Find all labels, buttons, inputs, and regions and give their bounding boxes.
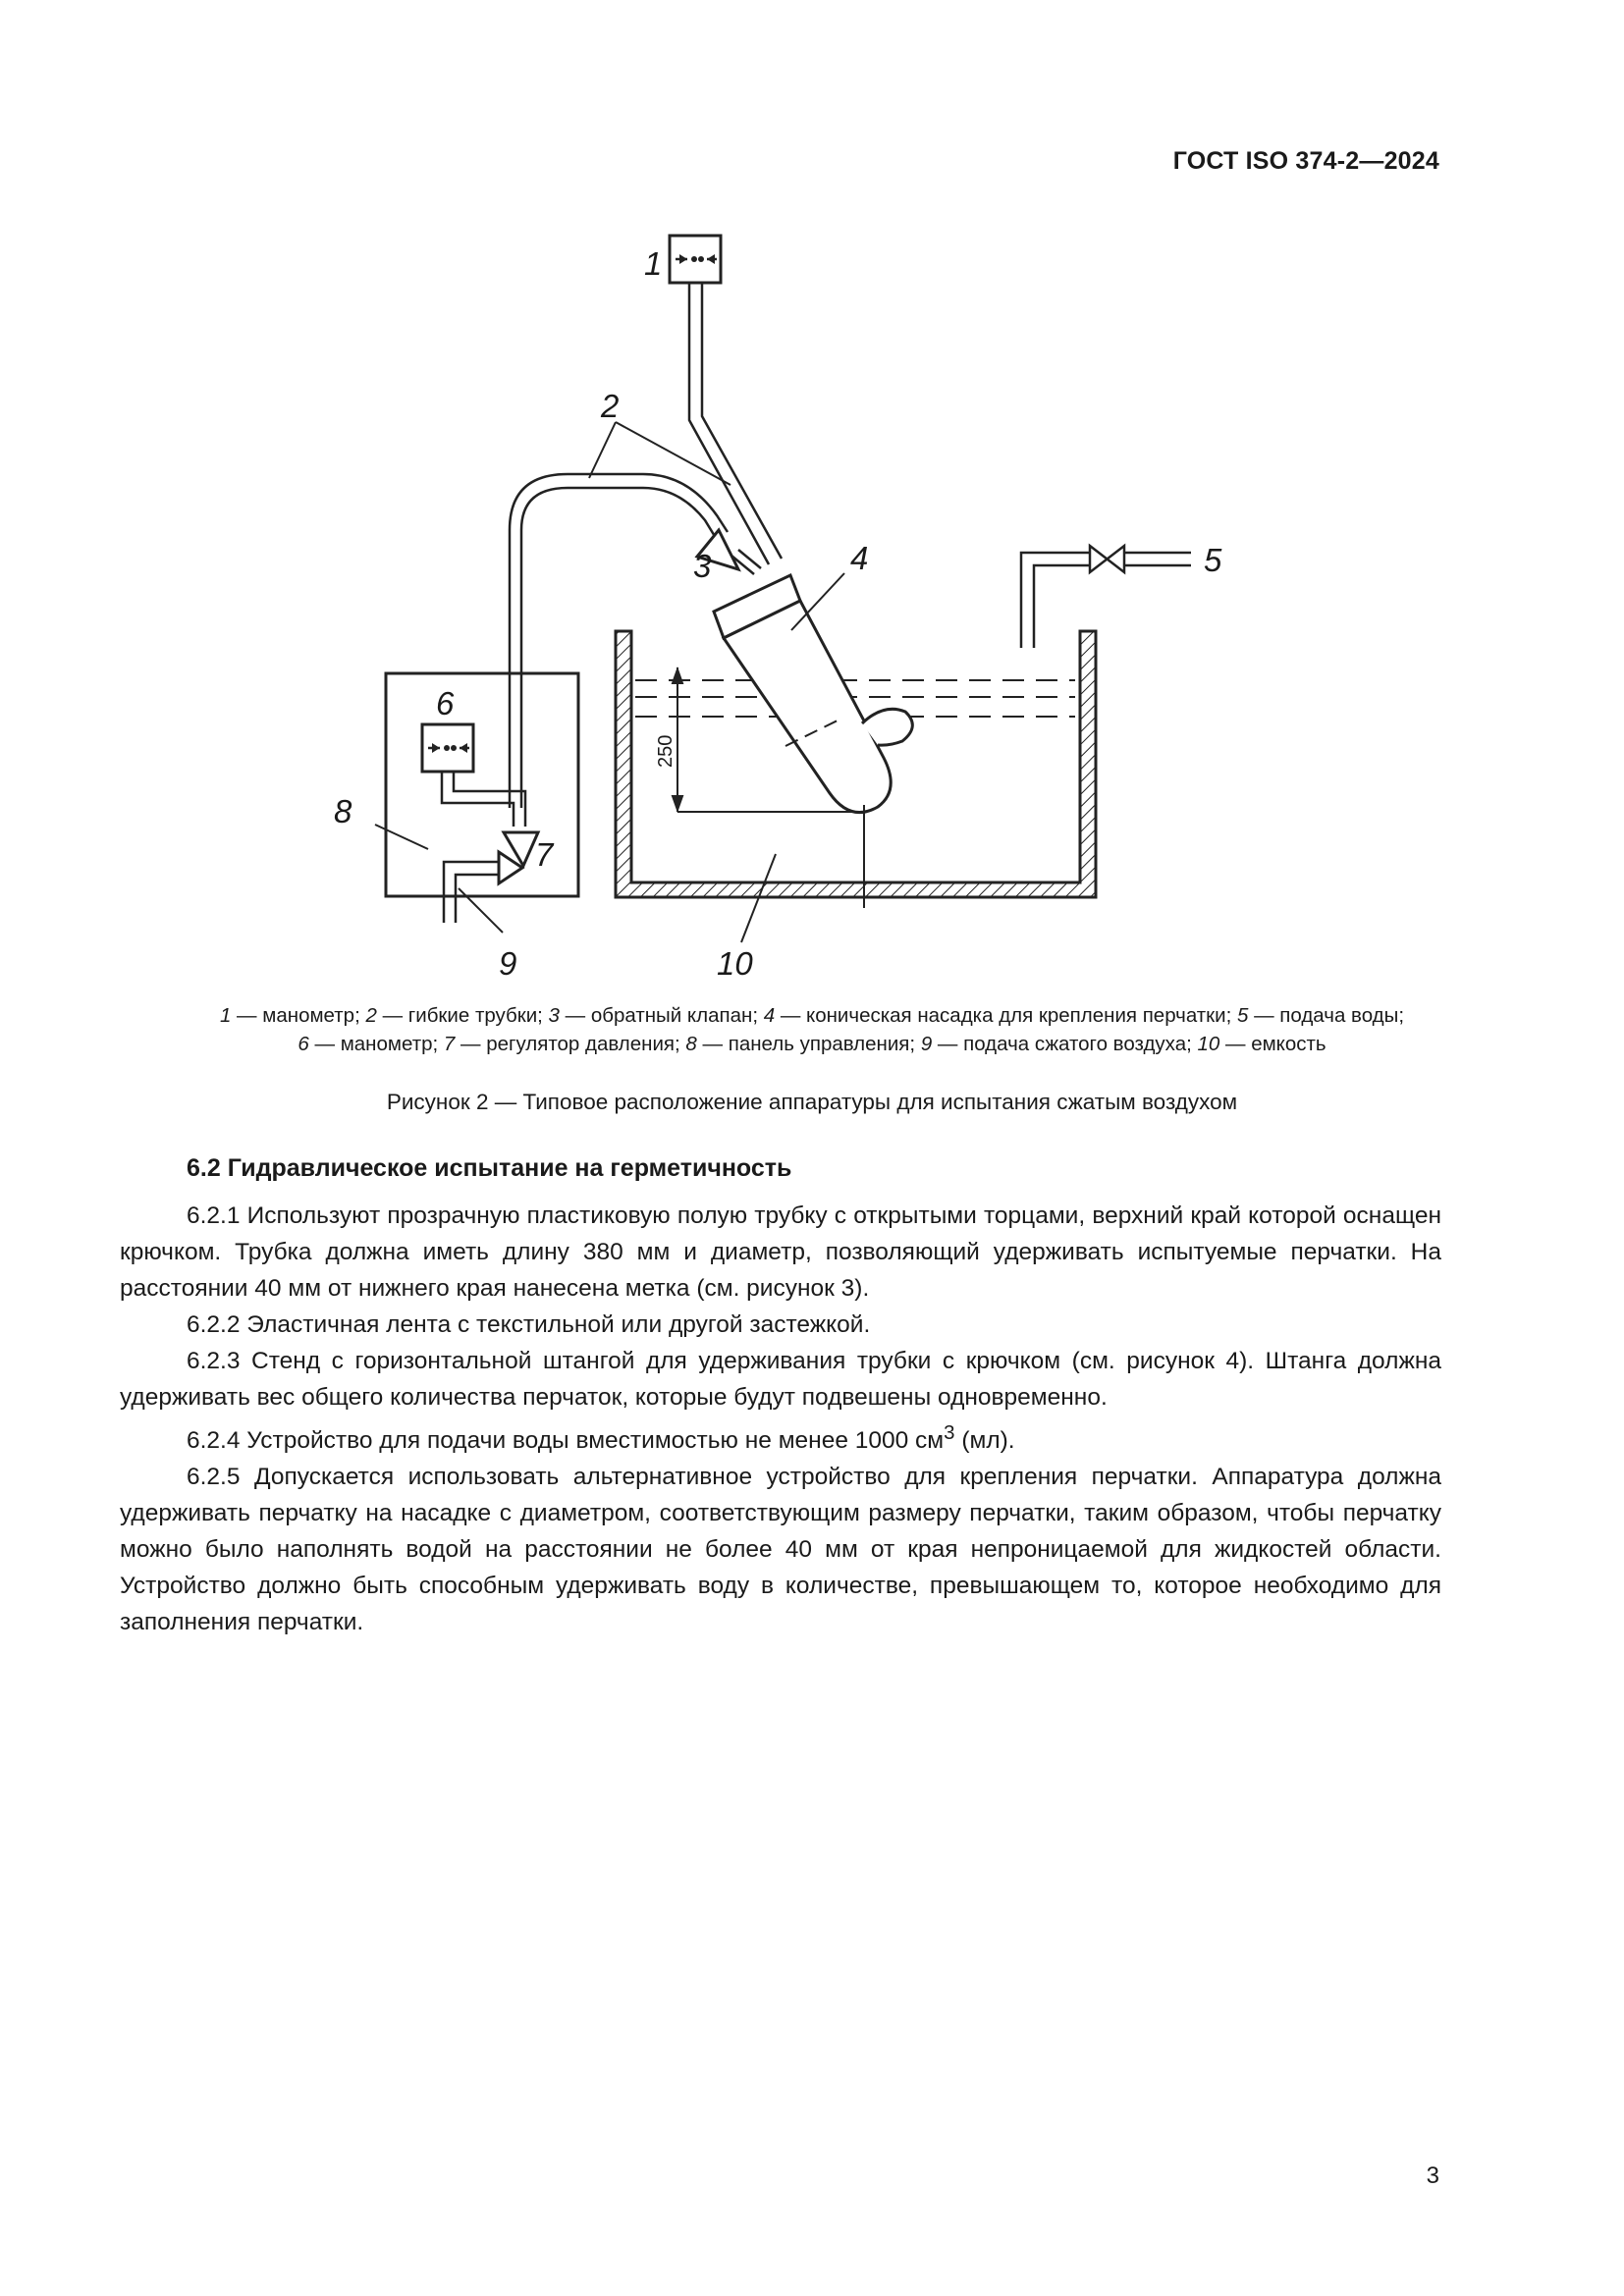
dimension-label: 250 xyxy=(655,734,677,768)
legend-text: — подача сжатого воздуха; xyxy=(932,1033,1198,1055)
legend-text: — манометр; xyxy=(231,1004,366,1027)
paragraph-6-2-3: 6.2.3 Стенд с горизонтальной штангой для удерживания трубки с крючком (см. рисунок 4). Штанга должна удерживать вес общего количества перчаток, которые будут подвешены одновременно. xyxy=(120,1348,1441,1411)
legend-num: 7 xyxy=(443,1033,456,1055)
legend-text: — панель управления; xyxy=(696,1033,921,1055)
legend-num: 6 xyxy=(298,1033,309,1055)
section-body xyxy=(120,1198,1441,1640)
callout-6: 6 xyxy=(436,685,455,721)
glove-cone xyxy=(714,575,912,813)
gauge-1-tube xyxy=(689,283,782,564)
figure-legend xyxy=(79,1001,1545,1058)
callout-1: 1 xyxy=(644,245,663,282)
callout-9: 9 xyxy=(499,945,517,982)
callout-4: 4 xyxy=(850,540,869,576)
paragraph-text: 6.2.4 Устройство для подачи воды вместимостью не менее 1000 см xyxy=(187,1427,945,1455)
paragraph-6-2-5: 6.2.5 Допускается использовать альтернативное устройство для крепления перчатки. Аппаратура должна удерживать перчатку на насадке с диаметром, соответствующим размеру перчатки, таким образом, чтобы перчатку можно было наполнять водой на расстоянии не более 40 мм от края непроницаемой для жидкостей области. Устройство должно быть способным удерживать воду в количестве, превышающем то, которое необходимо для заполнения перчатки. xyxy=(120,1464,1441,1636)
legend-num: 10 xyxy=(1197,1033,1220,1055)
legend-text: — гибкие трубки; xyxy=(376,1004,549,1027)
paragraph-6-2-1: 6.2.1 Используют прозрачную пластиковую полую трубку с открытыми торцами, верхний край которой оснащен крючком. Трубка должна иметь длину 380 мм и диаметр, позволяющий удерживать испытуемые перчатки. На расстоянии 40 мм от нижнего края нанесена метка (см. рисунок 3). xyxy=(120,1202,1441,1302)
figure-caption: Рисунок 2 — Типовое расположение аппаратуры для испытания сжатым воздухом xyxy=(386,1090,1238,1114)
superscript: 3 xyxy=(944,1422,955,1444)
legend-line-2 xyxy=(79,1030,1545,1058)
legend-num: 5 xyxy=(1237,1004,1249,1027)
legend-text: — регулятор давления; xyxy=(455,1033,686,1055)
callout-3: 3 xyxy=(693,548,712,584)
legend-text: — манометр; xyxy=(308,1033,444,1055)
legend-text: — емкость xyxy=(1219,1033,1326,1055)
control-panel xyxy=(386,673,578,923)
callout-7: 7 xyxy=(535,836,554,873)
legend-text: — обратный клапан; xyxy=(559,1004,764,1027)
legend-num: 3 xyxy=(548,1004,560,1027)
paragraph-text: (мл). xyxy=(954,1427,1015,1455)
standard-code-header: ГОСТ ISO 374-2—2024 xyxy=(1172,147,1439,175)
legend-num: 1 xyxy=(219,1004,232,1027)
legend-text: — коническая насадка для крепления перчатки; xyxy=(775,1004,1237,1027)
legend-text: — подача воды; xyxy=(1248,1004,1405,1027)
callout-8: 8 xyxy=(334,793,352,829)
legend-num: 8 xyxy=(685,1033,697,1055)
legend-num: 9 xyxy=(920,1033,933,1055)
water-supply xyxy=(1021,546,1191,648)
page-number: 3 xyxy=(1426,2163,1439,2189)
legend-num: 2 xyxy=(365,1004,377,1027)
gauge-1 xyxy=(670,236,721,283)
legend-line-1 xyxy=(79,1001,1545,1030)
callout-10: 10 xyxy=(717,945,753,982)
apparatus-diagram xyxy=(0,0,1624,991)
callout-2: 2 xyxy=(601,388,620,424)
callout-5: 5 xyxy=(1204,542,1222,578)
paragraph-6-2-2: 6.2.2 Эластичная лента с текстильной или другой застежкой. xyxy=(187,1311,871,1338)
legend-num: 4 xyxy=(763,1004,776,1027)
section-title: 6.2 Гидравлическое испытание на герметичность xyxy=(187,1154,792,1182)
paragraph-6-2-4 xyxy=(120,1415,1441,1459)
